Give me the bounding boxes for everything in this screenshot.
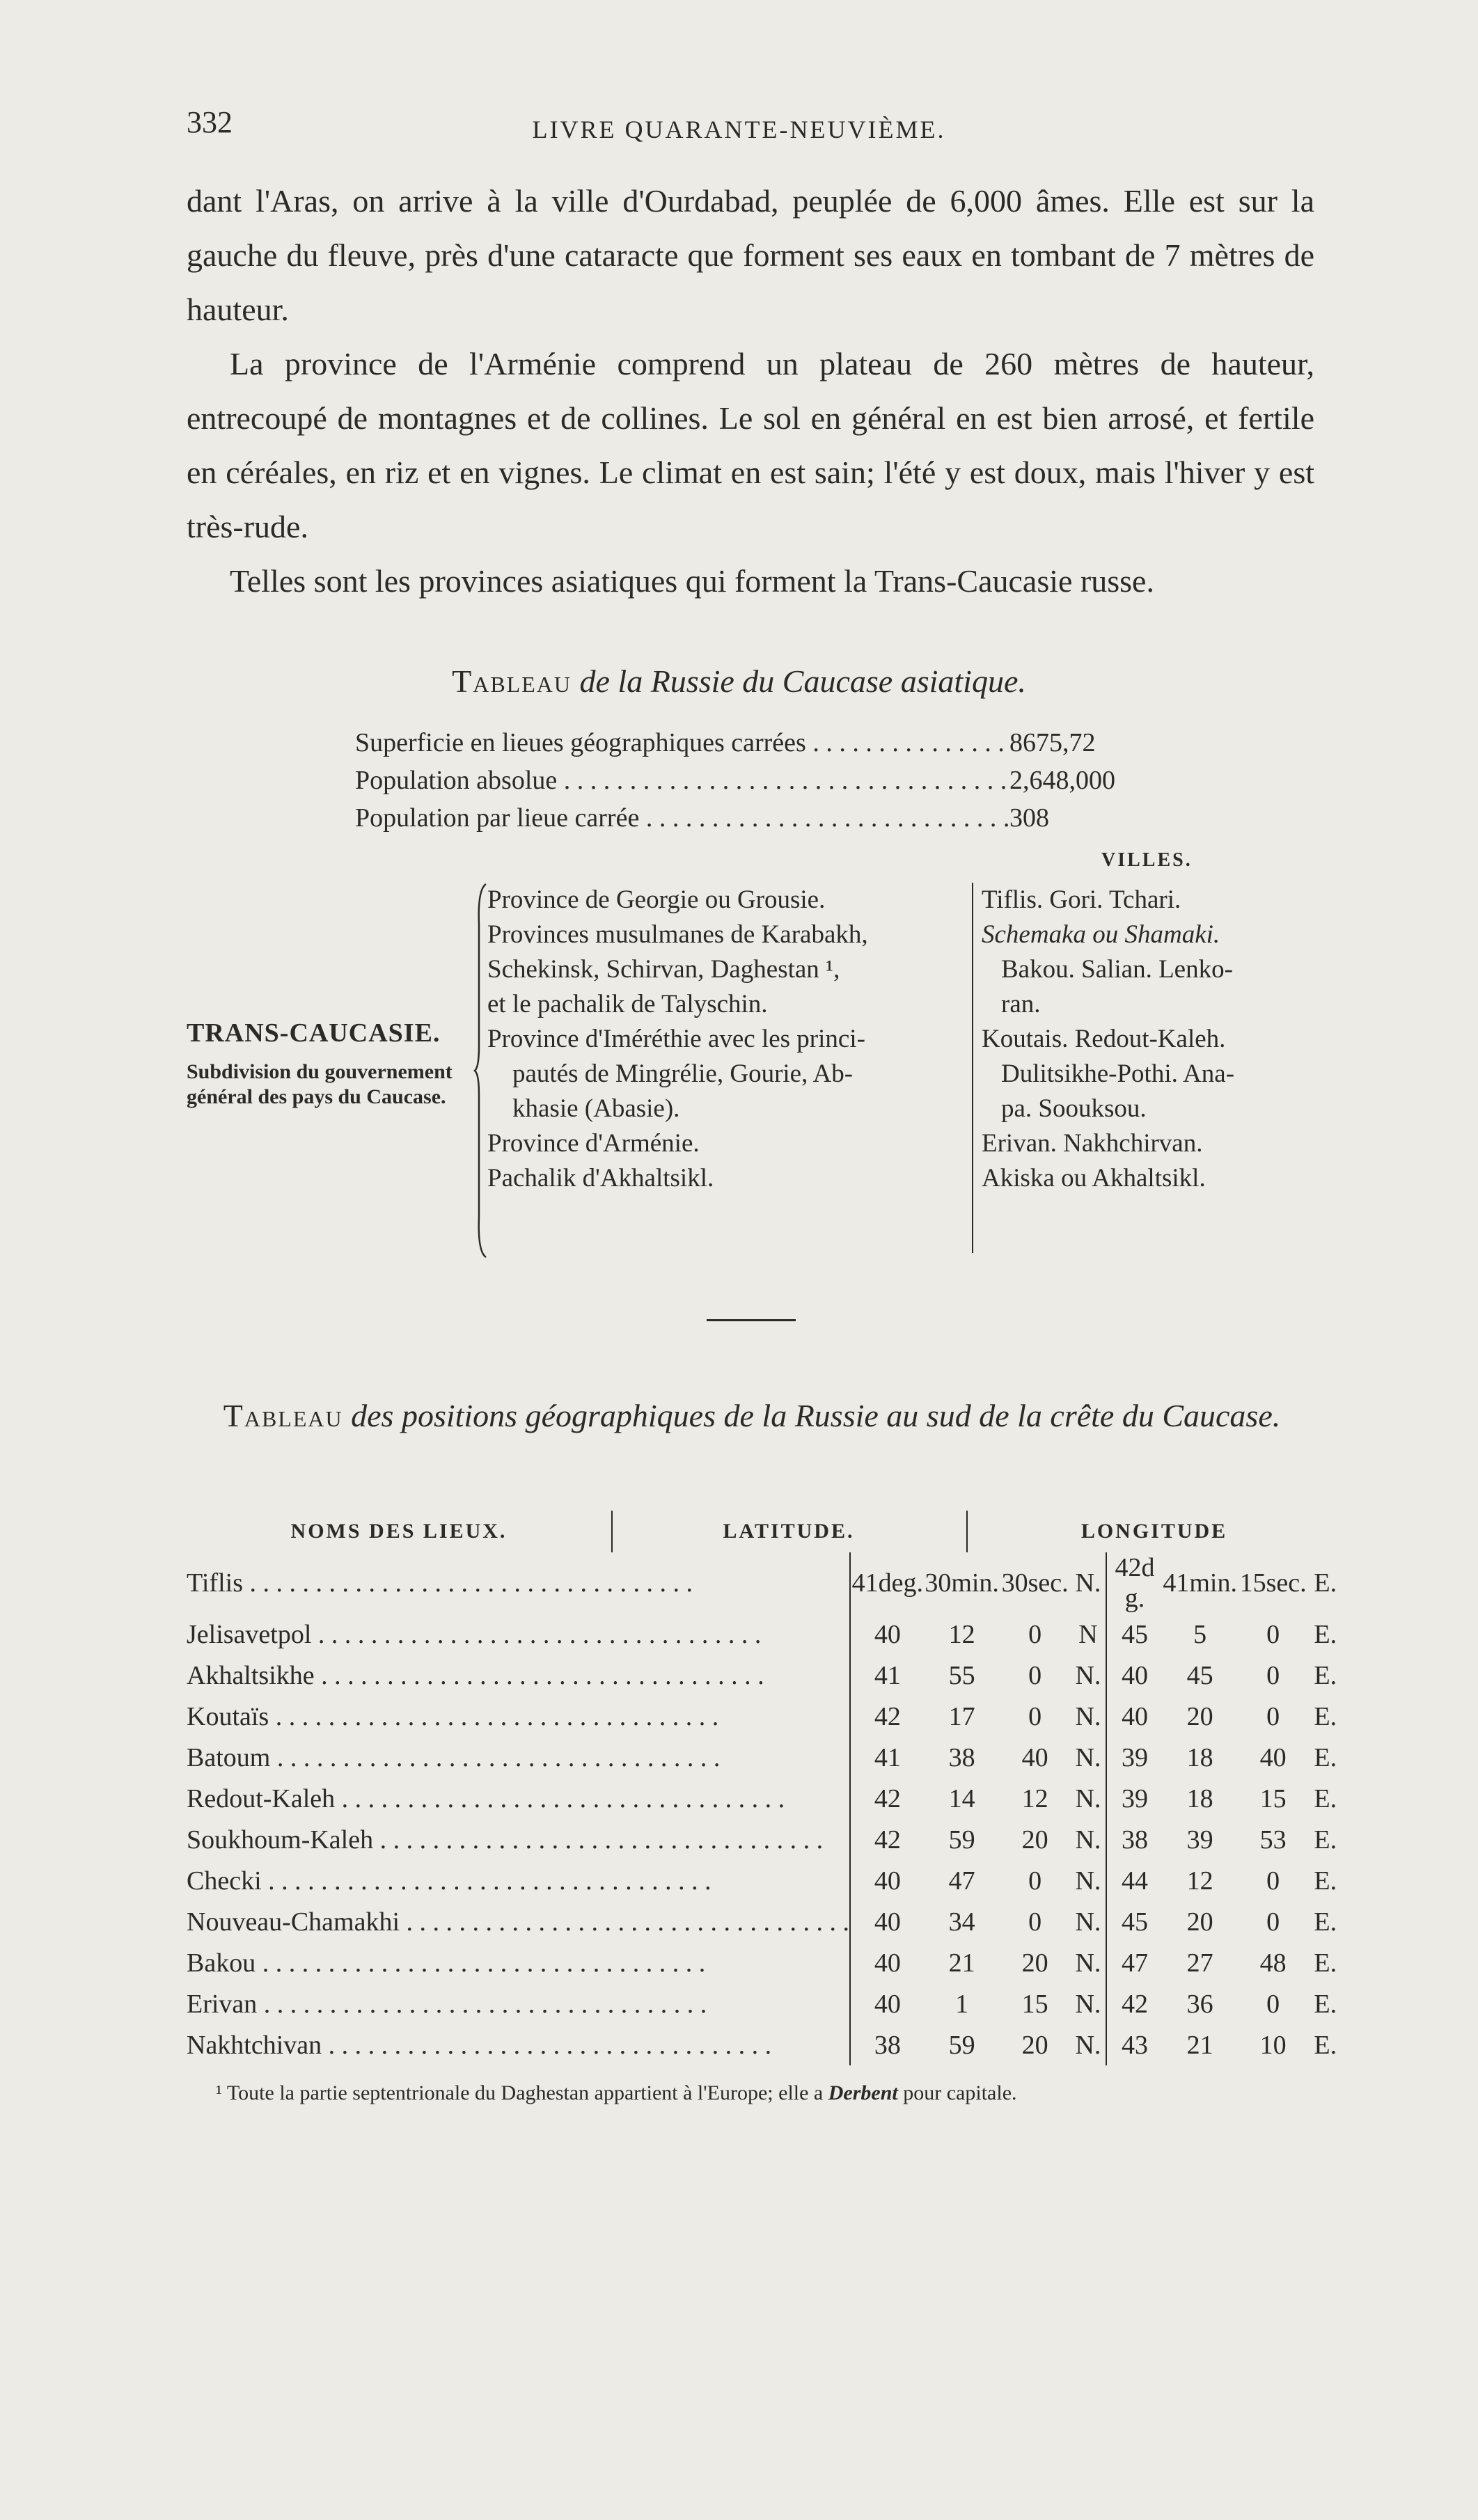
place-name-text: Jelisavetpol . . .	[187, 1620, 761, 1649]
table-row	[187, 1552, 1342, 1614]
lat-seconds: 0	[1028, 1866, 1042, 1896]
positions-table	[187, 1552, 1342, 2065]
stat-row	[355, 799, 1218, 837]
place-name-text: Nakhtchivan . . .	[187, 2031, 771, 2060]
lon-minutes: 45	[1186, 1660, 1213, 1690]
lon-minutes: 27	[1186, 1948, 1213, 1978]
stat-label: Population absolue . . .	[355, 765, 1009, 796]
lon-degrees: 43	[1121, 2030, 1148, 2060]
stats-list	[355, 724, 1218, 837]
table-row	[187, 1655, 1342, 1696]
table-row	[187, 1860, 1342, 1901]
lon-seconds: 0	[1266, 1701, 1280, 1731]
lat-hemisphere: N.	[1071, 1942, 1107, 1983]
lon-degrees: 45	[1121, 1619, 1148, 1649]
lon-minutes: 39	[1186, 1825, 1213, 1854]
header-longitude: LONGITUDE	[1080, 1520, 1228, 1543]
place-name	[187, 1819, 850, 1860]
header-names: NOMS DES LIEUX.	[290, 1520, 508, 1543]
lat-hemisphere: N.	[1071, 1696, 1107, 1737]
lat-degrees: 40	[874, 1948, 901, 1978]
place-name-text: Soukhoum-Kaleh . . .	[187, 1825, 823, 1854]
table-row	[187, 1819, 1342, 1860]
lon-minutes: 36	[1186, 1989, 1213, 2019]
lon-minutes: 5	[1193, 1619, 1207, 1649]
lat-degrees: 40	[874, 1619, 901, 1649]
lon-degrees: 42	[1121, 1989, 1148, 2019]
header-latitude: LATITUDE.	[723, 1520, 855, 1543]
place-name-text: Batoum . . .	[187, 1743, 720, 1772]
province-line: Province de Georgie ou Grousie.	[487, 885, 826, 914]
province-line: Schekinsk, Schirvan, Daghestan ¹,	[487, 955, 840, 984]
tableau2-title-italic: des positions géographiques de la Russie au sud de la crête du Caucase.	[351, 1398, 1281, 1433]
footnote	[216, 2081, 1017, 2105]
lon-minutes: 21	[1186, 2030, 1213, 2060]
table-row	[187, 1614, 1342, 1655]
paragraph-3: Telles sont les provinces asiatiques qui forment la Trans-Caucasie russe.	[230, 563, 1154, 599]
lon-hemisphere: E.	[1314, 1742, 1337, 1772]
table-row	[187, 1942, 1342, 1983]
lat-seconds: 12	[1021, 1783, 1048, 1813]
lon-hemisphere: E.	[1314, 1568, 1337, 1598]
lat-degrees: 42	[874, 1825, 901, 1854]
header-rule	[966, 1511, 968, 1552]
province-line: Pachalik d'Akhaltsikl.	[487, 1164, 714, 1192]
curly-brace-icon	[473, 883, 489, 1259]
lat-seconds: 40	[1021, 1742, 1048, 1772]
province-line: Province d'Iméréthie avec les princi-	[487, 1025, 865, 1053]
province-line: pautés de Mingrélie, Gourie, Ab-	[512, 1060, 854, 1088]
section-divider	[707, 1319, 796, 1321]
lon-degrees: 40	[1121, 1660, 1148, 1690]
table-row	[187, 2024, 1342, 2065]
lat-seconds: 0	[1028, 1660, 1042, 1690]
lat-degrees: 41deg.	[851, 1568, 923, 1598]
table-row	[187, 1901, 1342, 1942]
lon-seconds: 40	[1259, 1742, 1287, 1772]
villes-list	[982, 883, 1344, 1196]
paragraph-1: dant l'Aras, on arrive à la ville d'Ourdabad, peuplée de 6,000 âmes. Elle est sur la gauche du fleuve, près d'une cataracte que forment ses eaux en tombant de 7 mètres de hauteur.	[187, 183, 1314, 327]
tableau2-title-caps: Tableau	[223, 1398, 343, 1433]
lat-hemisphere: N.	[1071, 1860, 1107, 1901]
lon-degrees: 44	[1121, 1866, 1148, 1896]
lon-minutes: 20	[1186, 1907, 1213, 1937]
lat-minutes: 12	[948, 1619, 975, 1649]
lat-seconds: 20	[1021, 1825, 1048, 1854]
lon-minutes: 41min.	[1163, 1568, 1237, 1598]
lon-minutes: 18	[1186, 1783, 1213, 1813]
page-number: 332	[187, 105, 233, 139]
lon-hemisphere: E.	[1314, 1660, 1337, 1690]
footnote-text: ¹ Toute la partie septentrionale du Daghestan appartient à l'Europe; elle a	[216, 2081, 824, 2104]
lat-minutes: 59	[948, 2030, 975, 2060]
lon-degrees: 45	[1121, 1907, 1148, 1937]
lon-hemisphere: E.	[1314, 2030, 1337, 2060]
lon-minutes: 12	[1186, 1866, 1213, 1896]
positions-table-body	[187, 1552, 1342, 2065]
lat-hemisphere: N.	[1071, 1901, 1107, 1942]
lat-minutes: 55	[948, 1660, 975, 1690]
lat-degrees: 38	[874, 2030, 901, 2060]
lon-seconds: 0	[1266, 1907, 1280, 1937]
lon-degrees: 40	[1121, 1701, 1148, 1731]
tableau1-title	[0, 663, 1478, 700]
lon-hemisphere: E.	[1314, 1989, 1337, 2019]
lon-hemisphere: E.	[1314, 1783, 1337, 1813]
place-name	[187, 1983, 850, 2024]
table-row	[187, 1983, 1342, 2024]
lon-hemisphere: E.	[1314, 1866, 1337, 1896]
lat-hemisphere: N.	[1071, 1737, 1107, 1778]
lon-seconds: 48	[1259, 1948, 1287, 1978]
ville-line: ran.	[1001, 990, 1041, 1018]
place-name	[187, 1552, 850, 1614]
place-name	[187, 1860, 850, 1901]
lon-hemisphere: E.	[1314, 1825, 1337, 1854]
place-name	[187, 1942, 850, 1983]
tableau1-title-italic: de la Russie du Caucase asiatique.	[579, 663, 1026, 699]
running-title: LIVRE QUARANTE-NEUVIÈME.	[532, 116, 946, 143]
header-rule	[611, 1511, 613, 1552]
stat-value: 2,648,000	[1009, 766, 1115, 795]
body-text	[187, 174, 1314, 608]
lon-degrees: 39	[1121, 1742, 1148, 1772]
stat-row	[355, 762, 1218, 799]
lat-hemisphere: N.	[1071, 1655, 1107, 1696]
place-name	[187, 1737, 850, 1778]
place-name-text: Tiflis . . .	[187, 1568, 693, 1598]
footnote-tail: pour capitale.	[903, 2081, 1017, 2104]
lon-degrees: 42d g.	[1115, 1553, 1155, 1613]
lon-hemisphere: E.	[1314, 1619, 1337, 1649]
place-name-text: Nouveau-Chamakhi . . .	[187, 1907, 849, 1937]
lat-seconds: 30sec.	[1001, 1568, 1069, 1598]
lat-seconds: 20	[1021, 1948, 1048, 1978]
footnote-italic: Derbent	[828, 2081, 898, 2104]
lat-degrees: 40	[874, 1866, 901, 1896]
lat-degrees: 40	[874, 1907, 901, 1937]
lat-minutes: 59	[948, 1825, 975, 1854]
place-name-text: Akhaltsikhe . . .	[187, 1661, 764, 1690]
ville-line: Akiska ou Akhaltsikl.	[982, 1164, 1206, 1192]
table-row	[187, 1778, 1342, 1819]
lon-hemisphere: E.	[1314, 1701, 1337, 1731]
tableau1-title-caps: Tableau	[452, 663, 572, 699]
province-line: khasie (Abasie).	[512, 1094, 680, 1123]
place-name	[187, 2024, 850, 2065]
lat-hemisphere: N.	[1071, 1819, 1107, 1860]
stat-value: 8675,72	[1009, 728, 1096, 757]
lat-minutes: 17	[948, 1701, 975, 1731]
lat-hemisphere: N.	[1071, 1778, 1107, 1819]
place-name-text: Bakou . . .	[187, 1948, 705, 1978]
table-row	[187, 1737, 1342, 1778]
ville-line: pa. Soouksou.	[1001, 1094, 1147, 1123]
place-name-text: Erivan . . .	[187, 1990, 707, 2019]
place-name	[187, 1696, 850, 1737]
lon-degrees: 47	[1121, 1948, 1148, 1978]
lat-hemisphere: N.	[1071, 1552, 1107, 1614]
villes-heading: VILLES.	[1101, 849, 1193, 871]
ville-line: Schemaka ou Shamaki.	[982, 920, 1220, 949]
stat-label: Population par lieue carrée . . .	[355, 803, 1009, 833]
lat-degrees: 40	[874, 1989, 901, 2019]
province-line: Provinces musulmanes de Karabakh,	[487, 920, 868, 949]
lat-minutes: 30min.	[925, 1568, 999, 1598]
paragraph-2: La province de l'Arménie comprend un plateau de 260 mètres de hauteur, entrecoupé de montagnes et de collines. Le sol en général en est bien arrosé, et fertile en céréales, en riz et en vignes. Le climat en est sain; l'été y est doux, mais l'hiver y est très-rude.	[187, 346, 1314, 544]
ville-line: Koutais. Redout-Kaleh.	[982, 1025, 1226, 1053]
lon-minutes: 20	[1186, 1701, 1213, 1731]
lat-minutes: 47	[948, 1866, 975, 1896]
lon-seconds: 15sec.	[1239, 1568, 1307, 1598]
lon-hemisphere: E.	[1314, 1907, 1337, 1937]
lon-seconds: 0	[1266, 1660, 1280, 1690]
positions-table-wrap	[187, 1511, 1342, 2065]
ville-line: Dulitsikhe-Pothi. Ana-	[1001, 1060, 1235, 1088]
provinces-list	[487, 883, 961, 1196]
lon-seconds: 0	[1266, 1989, 1280, 2019]
stat-value: 308	[1009, 803, 1049, 833]
lat-seconds: 15	[1021, 1989, 1048, 2019]
place-name	[187, 1614, 850, 1655]
ville-line: Bakou. Salian. Lenko-	[1001, 955, 1233, 984]
lat-hemisphere: N	[1071, 1614, 1107, 1655]
province-line: et le pachalik de Talyschin.	[487, 990, 768, 1018]
lon-seconds: 53	[1259, 1825, 1287, 1854]
lat-degrees: 42	[874, 1783, 901, 1813]
stat-label: Superficie en lieues géographiques carrées . . .	[355, 727, 1009, 758]
lon-seconds: 0	[1266, 1619, 1280, 1649]
tableau2-title	[209, 1392, 1295, 1440]
lat-hemisphere: N.	[1071, 1983, 1107, 2024]
lon-degrees: 39	[1121, 1783, 1148, 1813]
lat-degrees: 42	[874, 1701, 901, 1731]
lat-seconds: 0	[1028, 1907, 1042, 1937]
lon-seconds: 15	[1259, 1783, 1287, 1813]
region-name: TRANS-CAUCASIE.	[187, 1018, 441, 1048]
lon-seconds: 0	[1266, 1866, 1280, 1896]
place-name-text: Checki . . .	[187, 1866, 712, 1896]
lon-minutes: 18	[1186, 1742, 1213, 1772]
place-name-text: Redout-Kaleh . . .	[187, 1784, 785, 1813]
lat-minutes: 34	[948, 1907, 975, 1937]
lat-minutes: 21	[948, 1948, 975, 1978]
place-name	[187, 1655, 850, 1696]
lat-degrees: 41	[874, 1660, 901, 1690]
lon-hemisphere: E.	[1314, 1948, 1337, 1978]
lat-minutes: 38	[948, 1742, 975, 1772]
place-name-text: Koutaïs . . .	[187, 1702, 718, 1731]
province-line: Province d'Arménie.	[487, 1129, 700, 1158]
region-subtitle: Subdivision du gouvernement général des pays du Caucase.	[187, 1060, 453, 1108]
lat-minutes: 1	[955, 1989, 969, 2019]
lat-seconds: 0	[1028, 1619, 1042, 1649]
positions-table-header	[187, 1511, 1342, 1552]
stat-row	[355, 724, 1218, 762]
lon-seconds: 10	[1259, 2030, 1287, 2060]
ville-line: Tiflis. Gori. Tchari.	[982, 885, 1181, 914]
lat-seconds: 0	[1028, 1701, 1042, 1731]
lat-hemisphere: N.	[1071, 2024, 1107, 2065]
lon-degrees: 38	[1121, 1825, 1148, 1854]
ville-line: Erivan. Nakhchirvan.	[982, 1129, 1203, 1158]
place-name	[187, 1901, 850, 1942]
villes-divider	[972, 883, 973, 1253]
lat-minutes: 14	[948, 1783, 975, 1813]
lat-seconds: 20	[1021, 2030, 1048, 2060]
table-row	[187, 1696, 1342, 1737]
place-name	[187, 1778, 850, 1819]
lat-degrees: 41	[874, 1742, 901, 1772]
